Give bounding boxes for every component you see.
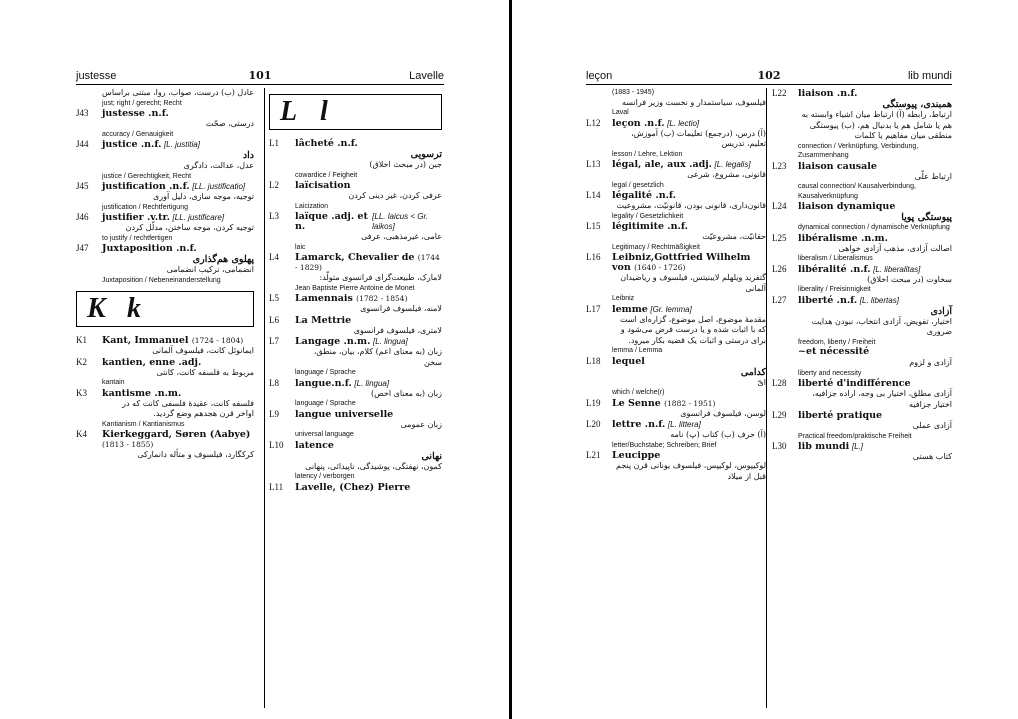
entry-heading — [269, 180, 442, 191]
dictionary-entry — [772, 441, 952, 463]
persian-definition: ایمانوئل کانت، فیلسوف آلمانی — [152, 346, 254, 355]
entry-code: J44 — [76, 139, 89, 149]
translation: Legitimacy / Rechtmäßigkeit — [612, 243, 700, 251]
persian-definition: لامنه، فیلسوف فرانسوی — [360, 304, 442, 313]
entry-heading — [76, 108, 254, 119]
dictionary-entry — [76, 335, 254, 357]
headword: leçon .n.f. — [612, 117, 665, 129]
headword: Lamarck, Chevalier de (1744 - 1829) — [295, 252, 440, 272]
entry-code: L22 — [772, 88, 787, 98]
entry-heading — [772, 233, 952, 244]
headword: liaison causale — [798, 160, 877, 172]
entry-dates: (1640 - 1726) — [634, 263, 686, 272]
headword: lemme — [612, 303, 648, 315]
translation: lesson / Lehre, Lektion — [612, 150, 683, 158]
headword: Le Senne (1882 - 1951) — [612, 397, 716, 409]
page-number: 101 — [248, 69, 272, 82]
entry-dates: (1883 - 1945) — [612, 89, 655, 96]
etymology: [LL. justificare] — [172, 213, 225, 222]
dictionary-entry — [76, 139, 254, 181]
etymology: [L. liberalitas] — [873, 264, 921, 274]
headword: ~et nécessité — [798, 346, 870, 357]
book-spine — [509, 0, 512, 719]
entry-code: L9 — [269, 408, 279, 419]
persian-term: آزادی — [930, 305, 952, 317]
entry-heading — [586, 450, 766, 461]
headword: Leucippe — [612, 450, 661, 461]
headword: Lavelle, (Chez) Pierre — [295, 481, 411, 493]
entry-code: L25 — [772, 232, 787, 243]
entry-code: L1 — [269, 138, 279, 148]
persian-definition: فلسفه کانت، عقیدهٔ فلسفی کانت که در اواخر قرن هجدهم وضع گردید. — [122, 398, 254, 418]
translation: latency / verborgen — [295, 473, 355, 480]
headword: liaison .n.f. — [798, 88, 858, 99]
persian-definition: اصالت آزادی، مذهب آزادی خواهی — [838, 243, 952, 253]
entry-code: L17 — [586, 303, 601, 314]
translation: Laicization — [295, 202, 329, 210]
translation: accuracy / Genauigkeit — [102, 130, 174, 138]
entry-heading — [76, 429, 254, 450]
entry-code: J45 — [76, 181, 89, 191]
headword: langue.n.f. — [295, 377, 352, 389]
persian-definition: جبن (در مبحث اخلاق) — [369, 160, 442, 169]
persian-definition: لامارک، طبیعت‌گرای فرانسوی متولّد: — [319, 273, 442, 282]
persian-definition: (آ) درس، (درجمع) تعلیمات (ب) آموزش، تعلیم، تدریس — [631, 128, 766, 148]
translation: dynamical connection / dynamische Verknüpfung — [798, 224, 950, 231]
headword: justification .n.f. — [102, 181, 190, 192]
headword: légalité .n.f. — [612, 190, 676, 201]
dictionary-entry — [269, 409, 442, 440]
translation: laic — [295, 243, 306, 251]
entry-heading — [269, 482, 442, 493]
dictionary-entry — [269, 180, 442, 211]
headword: liberté pratique — [798, 410, 883, 421]
entry-heading — [586, 190, 766, 201]
entry-heading — [772, 201, 952, 212]
dictionary-entry — [772, 378, 952, 410]
entry-code: L7 — [269, 336, 279, 346]
persian-definition: حقانیّت، مشروعیّت — [702, 232, 766, 241]
etymology: [L. libertas] — [859, 295, 899, 305]
entry-heading — [269, 293, 442, 304]
persian-definition: ارتباط، رابطه (آ) ارتباط میان اشیاء وابسته به هم یا شامل هم یا بدنبال هم، (ب) پیوستگی منطقی میان مفاهیم یا کلمات — [801, 110, 952, 140]
entry-heading — [269, 336, 442, 347]
headword: latence — [295, 439, 334, 451]
persian-definition: لامتری، فیلسوف فرانسوی — [353, 325, 442, 335]
headword: Juxtaposition .n.f. — [102, 243, 197, 254]
entry-code: L24 — [772, 201, 787, 211]
translation: causal connection/ Kausalverbindung, Kausalverknüpfung — [798, 183, 916, 200]
entry-code: L11 — [269, 481, 284, 492]
entry-heading — [76, 139, 254, 150]
dictionary-entry — [76, 357, 254, 388]
translation: liberality / Freisinnigkeit — [798, 286, 871, 293]
headword: lequel — [612, 355, 645, 367]
etymology: [L. legalis] — [714, 160, 751, 169]
dictionary-entry — [269, 293, 442, 315]
translation: justification / Rechtfertigung — [102, 203, 188, 211]
translation: universal language — [295, 431, 354, 438]
left-column-2 — [264, 88, 442, 708]
headword: Kierkeggard, Søren (Aabye) (1813 - 1855) — [102, 429, 251, 449]
headword: légitimite .n.f. — [612, 221, 688, 232]
persian-term: داد — [242, 150, 254, 161]
translation: letter/Buchstabe; Schreiben; Brief — [612, 441, 717, 449]
etymology: [L.] — [851, 442, 863, 451]
etymology: [LL. laicus < Gr. laikos] — [372, 212, 429, 231]
entry-code: L4 — [269, 252, 279, 262]
headword: lettre .n.f. — [612, 419, 666, 430]
dictionary-entry — [269, 336, 442, 378]
entry-code: L15 — [586, 221, 601, 231]
entry-heading — [76, 357, 254, 368]
entry-heading — [772, 441, 952, 452]
left-column-1 — [76, 88, 254, 708]
running-header — [76, 68, 444, 85]
translation: Practical freedom/praktische Freiheit — [798, 432, 912, 440]
headword: Kant, Immanuel (1724 - 1804) — [102, 335, 244, 346]
entry-code: L3 — [269, 211, 279, 221]
headword: kantien, enne .adj. — [102, 356, 202, 368]
entry-code: L5 — [269, 293, 279, 303]
entry-heading — [76, 243, 254, 254]
entry-heading — [76, 388, 254, 399]
entry-code: K3 — [76, 387, 87, 398]
entry-heading — [76, 212, 254, 223]
entry-heading — [76, 181, 254, 192]
entry-heading — [269, 138, 442, 149]
dictionary-entry — [586, 398, 766, 420]
persian-definition: قانونی، مشروع، شرعی — [687, 170, 766, 179]
entry-code: L19 — [586, 397, 601, 408]
translation: liberty and necessity — [798, 369, 862, 377]
dictionary-entry — [586, 356, 766, 398]
headword: libéralité .n.f. — [798, 263, 871, 275]
entry-dates: (1744 - 1829) — [295, 253, 440, 272]
persian-definition: عامی، غیرمذهبی، عرفی — [361, 232, 442, 241]
entry-code: J47 — [76, 243, 89, 253]
translation: Juxtaposition / Nebeneinanderstellung — [102, 276, 221, 284]
persian-definition: عرفی کردن، غیر دینی کردن — [348, 191, 442, 200]
dictionary-entry — [772, 161, 952, 202]
page-number: 102 — [757, 69, 781, 82]
entry-code: L26 — [772, 263, 787, 274]
translation: justice / Gerechtigkeit, Recht — [102, 172, 192, 180]
translation: language / Sprache — [295, 369, 356, 376]
entry-code: L30 — [772, 441, 787, 451]
entry-heading — [269, 440, 442, 451]
entry-code: L23 — [772, 160, 787, 171]
entry-code: L8 — [269, 377, 279, 388]
dictionary-entry — [586, 221, 766, 252]
entry-heading — [269, 252, 442, 273]
entry-code: J43 — [76, 108, 89, 118]
header-right-word: lib mundi — [907, 70, 952, 82]
persian-term: کدامی — [740, 366, 766, 378]
entry-heading — [586, 356, 766, 367]
translation: kantain — [102, 379, 125, 386]
section-letter-upper: L — [280, 96, 298, 127]
headword: lib mundi — [798, 441, 850, 452]
headword: kantisme .n.m. — [102, 387, 182, 399]
entry-dates: (1813 - 1855) — [102, 440, 154, 449]
headword: langue universelle — [295, 408, 394, 420]
headword: laïque .adj. et n. — [295, 211, 368, 232]
headword: justice .n.f. — [102, 139, 162, 150]
entry-heading — [586, 252, 766, 273]
translation: Jean Baptiste Pierre Antoine de Monet — [295, 284, 415, 292]
entry-code: L16 — [586, 252, 601, 262]
dictionary-entry — [76, 212, 254, 243]
dictionary-entry — [76, 429, 254, 461]
etymology: [L. lectio] — [667, 118, 700, 128]
persian-definition: توجیه، موجه سازی، دلیل آوری — [153, 192, 254, 201]
dictionary-entry — [586, 159, 766, 190]
etymology: [L. lingua] — [372, 337, 408, 346]
headword: légal, ale, aux .adj. — [612, 159, 712, 170]
dictionary-entry — [586, 190, 766, 221]
translation: legality / Gesetzlichkeit — [612, 212, 684, 220]
persian-definition: توجیه کردن، موجه ساختن، مدلّل کردن — [125, 223, 254, 232]
right-column-1 — [586, 88, 767, 708]
entry-heading — [269, 315, 442, 326]
header-left-word: justesse — [76, 70, 117, 82]
persian-definition: (آ) حرف (ب) کتاب (پ) نامه — [670, 430, 766, 439]
persian-definition: کمون، نهفتگی، پوشیدگی، ناپیدائی، پنهانی — [305, 461, 442, 471]
entry-code: L21 — [586, 450, 601, 460]
persian-definition: زبان عمومی — [400, 419, 442, 429]
persian-definition: اختیار، تفویض، آزادی انتخاب، نبودن هدایت ضروری — [811, 316, 952, 336]
headword: liaison dynamique — [798, 201, 896, 212]
entry-heading — [586, 419, 766, 430]
dictionary-entry — [76, 388, 254, 430]
persian-definition: انضمامی، ترکیب انضمامی — [166, 265, 254, 274]
section-letter-upper: K — [87, 293, 106, 324]
dictionary-entry — [269, 440, 442, 482]
entry-heading — [772, 264, 952, 275]
entry-dates: (1882 - 1951) — [664, 398, 716, 408]
translation: just; right / gerecht; Recht — [102, 99, 182, 107]
dictionary-entry — [586, 88, 766, 118]
persian-term: پهلوی هم‌گذاری — [192, 254, 254, 265]
dictionary-entry — [586, 252, 766, 304]
entry-code: L20 — [586, 419, 601, 429]
section-letter-box — [76, 291, 254, 327]
entry-heading — [772, 378, 952, 389]
section-letter-lower: l — [320, 96, 328, 127]
entry-heading — [586, 398, 766, 409]
dictionary-entry — [269, 252, 442, 293]
dictionary-entry — [772, 88, 952, 161]
entry-dates: (1724 - 1804) — [191, 336, 244, 345]
headword: liberté .n.f. — [798, 294, 858, 306]
persian-term: ترسویی — [410, 149, 442, 160]
entry-code: L18 — [586, 355, 601, 366]
entry-code: L28 — [772, 378, 787, 388]
translation: to justify / rechtfertigen — [102, 234, 173, 242]
entry-heading — [269, 211, 442, 232]
dictionary-entry — [269, 315, 442, 337]
persian-definition: مربوط به فلسفه کانت، کانتی — [156, 367, 254, 377]
entry-heading — [772, 161, 952, 172]
persian-term: نهانی — [421, 450, 442, 462]
translation: liberalism / Liberalismus — [798, 255, 873, 262]
entry-code: L12 — [586, 117, 601, 128]
persian-definition: کتاب هستی — [912, 452, 952, 461]
persian-definition: ایّ — [757, 377, 766, 387]
persian-definition: مقدمهٔ موضوع، اصل موضوع، گزاره‌ای است که با اثبات شده و یا درست فرض می‌شود و برای درستی و اثبات یک قضیه بکار میرود. — [619, 314, 766, 345]
section-letter-lower: k — [127, 293, 141, 324]
running-header — [586, 68, 952, 85]
etymology: [L. littera] — [667, 420, 701, 429]
dictionary-entry — [269, 482, 442, 493]
entry-heading — [772, 347, 952, 358]
dictionary-entry — [586, 118, 766, 160]
translation: which / welche(r) — [612, 389, 665, 396]
entry-heading — [586, 118, 766, 129]
dictionary-entry — [269, 138, 442, 180]
section-letter-box — [269, 94, 442, 130]
entry-heading — [269, 378, 442, 389]
entry-code: K2 — [76, 356, 87, 367]
headword: Lamennais (1782 - 1854) — [295, 293, 408, 304]
etymology: [LL. justificatio] — [192, 182, 246, 191]
entry-dates: (1782 - 1854) — [356, 294, 408, 303]
headword: justesse .n.f. — [102, 108, 169, 119]
persian-definition: آزادی و لزوم — [909, 358, 952, 367]
persian-definition: آزادی مطلق، اختیار بی وجه، اراده جزافیه، اختیار جزافیه — [812, 389, 952, 409]
entry-code: L27 — [772, 294, 787, 305]
dictionary-entry — [76, 243, 254, 285]
translation: Leibniz — [612, 295, 635, 302]
persian-definition: درستی، صحّت — [205, 119, 254, 128]
persian-definition: فیلسوف، سیاستمدار و نخست وزیر فرانسه — [621, 97, 766, 107]
persian-definition: لوسن، فیلسوف فرانسوی — [680, 408, 766, 418]
dictionary-entry — [76, 108, 254, 139]
translation: lemma / Lemma — [612, 347, 663, 354]
translation: connection / Verknüpfung, Verbindung, Zusammenhang — [798, 142, 919, 159]
dictionary-entry — [76, 181, 254, 212]
entry-heading — [586, 159, 766, 170]
dictionary-entry — [772, 233, 952, 264]
entry-heading — [269, 409, 442, 420]
headword: libéralisme .n.m. — [798, 232, 888, 244]
dictionary-entry — [772, 201, 952, 233]
entry-code: K1 — [76, 335, 87, 345]
entry-code: L13 — [586, 159, 601, 169]
dictionary-entry — [772, 264, 952, 295]
persian-definition: کرکگارد، فیلسوف و متأله دانمارکی — [137, 450, 254, 459]
persian-definition: عدل، عدالت، دادگری — [183, 161, 254, 170]
right-column-2 — [772, 88, 952, 708]
entry-heading — [586, 304, 766, 315]
entry-code: K4 — [76, 429, 87, 439]
translation: Kantianism / Kantianismus — [102, 420, 185, 428]
persian-definition: آزادی عملی — [912, 421, 952, 430]
persian-term: همبندی، پیوستگی — [882, 99, 952, 110]
entry-code: L29 — [772, 410, 787, 420]
translation: legal / gesetzlich — [612, 181, 664, 189]
persian-definition: عادل (ب) درست، صواب، روا، مبتنی براساس — [102, 88, 254, 97]
etymology: [L. justitia] — [163, 140, 200, 149]
header-left-word: leçon — [586, 70, 613, 82]
persian-definition: سخاوت (در مبحث اخلاق) — [867, 274, 952, 284]
persian-definition: قانون‌داری، قانونی بودن، قانونیّت، مشروعیت — [616, 201, 766, 210]
entry-heading — [76, 335, 254, 346]
right-page — [586, 68, 952, 708]
persian-definition: زبان (به معنای اخص) — [370, 388, 442, 398]
persian-term: پیوستگی پویا — [901, 212, 952, 223]
headword: liberté d'indifférence — [798, 378, 911, 389]
headword: La Mettrie — [295, 314, 352, 326]
translation: freedom, liberty / Freiheit — [798, 338, 876, 346]
dictionary-entry — [772, 347, 952, 378]
persian-definition: لوکیپوس، لوکیپس، فیلسوف یونانی قرن پنجم قبل از میلاد — [616, 461, 766, 481]
persian-definition: گتفرید ویلهلم لایبنیتس، فیلسوف و ریاضیدان آلمانی — [620, 273, 766, 293]
etymology: [L. lingua] — [354, 378, 390, 388]
headword: Langage .n.m. — [295, 336, 371, 347]
dictionary-entry — [76, 88, 254, 108]
dictionary-entry — [586, 304, 766, 356]
persian-definition: ارتباط علّی — [914, 171, 952, 181]
dictionary-entry — [269, 378, 442, 409]
headword: justifier .v.tr. — [102, 212, 170, 223]
left-page — [76, 68, 444, 708]
headword: Leibniz,Gottfried Wilhelm von (1640 - 1726) — [612, 252, 751, 273]
persian-definition: زبان (به معنای اعم) کلام، بیان، منطق، سخن — [313, 347, 442, 367]
dictionary-entry — [772, 410, 952, 441]
dictionary-entry — [586, 450, 766, 482]
dictionary-entry — [772, 295, 952, 348]
entry-heading — [586, 221, 766, 232]
translation: language / Sprache — [295, 400, 356, 407]
entry-heading — [772, 88, 952, 99]
etymology: [Gr. lemma] — [650, 304, 692, 314]
entry-code: L14 — [586, 190, 601, 200]
dictionary-entry — [269, 211, 442, 252]
entry-code: L6 — [269, 314, 279, 325]
entry-heading — [772, 295, 952, 306]
entry-heading — [772, 410, 952, 421]
entry-code: L10 — [269, 439, 284, 450]
entry-code: L2 — [269, 180, 279, 190]
headword: laïcisation — [295, 180, 351, 191]
entry-code: J46 — [76, 212, 89, 222]
dictionary-entry — [586, 419, 766, 450]
header-right-word: Lavelle — [409, 70, 444, 82]
translation: Laval — [612, 109, 629, 116]
translation: cowardice / Feigheit — [295, 171, 358, 179]
headword: lâcheté .n.f. — [295, 138, 358, 149]
